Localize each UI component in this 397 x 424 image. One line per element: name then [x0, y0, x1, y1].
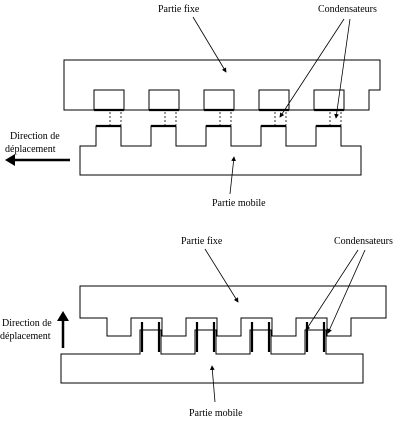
top-overlap-markers: [110, 112, 341, 125]
top-direction-arrowhead: [5, 154, 15, 166]
top-fixed-part: [64, 60, 380, 110]
bottom-mobile-label: Partie mobile: [189, 408, 243, 419]
bottom-fixed-pointer: [205, 249, 238, 302]
top-fixed-label: Partie fixe: [158, 4, 200, 15]
top-capacitor-pointer-1: [280, 19, 344, 117]
bottom-capacitor-plates: [142, 322, 324, 352]
bottom-mobile-pointer: [212, 366, 215, 402]
top-direction-label-line2: déplacement: [5, 144, 56, 155]
top-diagram: [5, 4, 380, 209]
top-fixed-pointer: [193, 17, 226, 72]
bottom-diagram: [0, 236, 393, 419]
top-capacitors-label: Condensateurs: [318, 4, 377, 15]
bottom-direction-label-line1: Direction de: [2, 318, 52, 329]
top-direction-label-line1: Direction de: [10, 131, 60, 142]
bottom-mobile-part: [61, 330, 363, 383]
bottom-fixed-label: Partie fixe: [181, 236, 223, 247]
bottom-capacitor-pointer-2: [328, 250, 365, 333]
bottom-direction-arrowhead: [57, 311, 69, 321]
top-mobile-label: Partie mobile: [212, 198, 266, 209]
top-mobile-part: [80, 126, 361, 175]
top-capacitor-pointer-2: [336, 19, 350, 118]
bottom-capacitors-label: Condensateurs: [334, 236, 393, 247]
bottom-capacitor-pointer-1: [306, 250, 358, 330]
bottom-direction-label-line2: déplacement: [0, 331, 51, 342]
